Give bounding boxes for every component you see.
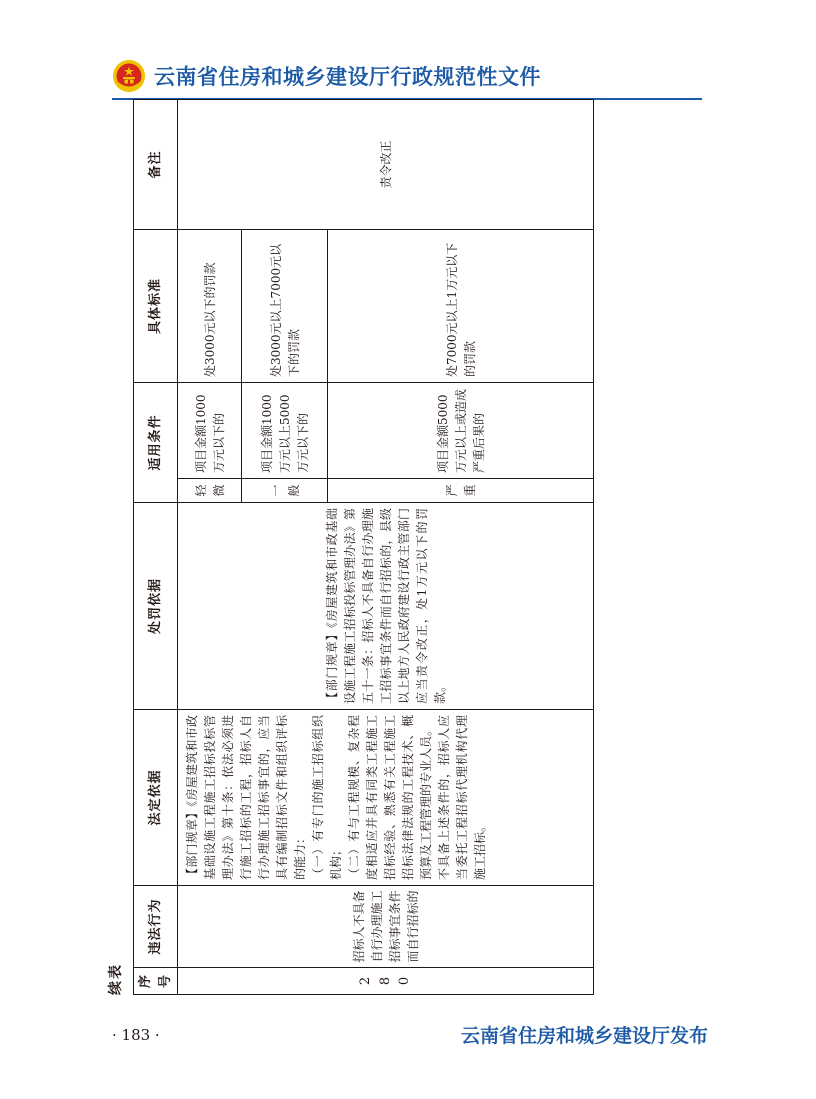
header-violation: 违法行为 — [134, 886, 178, 968]
cell-degree: 严重 — [328, 479, 594, 503]
document-header — [112, 58, 541, 94]
penalty-standard-table — [133, 99, 594, 995]
cell-penalty-basis: 【部门规章】《房屋建筑和市政基础设施工程施工招标投标管理办法》第五十一条：招标人不具备自行办理施工招标事宜条件而自行招标的，县级以上地方人民政府建设行政主管部门应当责令改正，处1万元以下的罚款。 — [178, 503, 594, 710]
header-penalty-basis: 处罚依据 — [134, 503, 178, 710]
legal-basis-paragraph: 【部门规章】《房屋建筑和市政基础设施工程施工招标投标管理办法》第十条：依法必须进行施工招标的工程，招标人自行办理施工招标事宜的，应当具有编制招标文件和组织评标的能力： — [185, 715, 307, 880]
landscape-page — [108, 100, 594, 995]
continued-label: 续表 — [108, 963, 124, 995]
header-seq: 序号 — [134, 968, 178, 995]
legal-basis-paragraph: （一）有专门的施工招标组织机构； — [311, 715, 343, 880]
cell-legal-basis — [178, 710, 594, 886]
header-remark: 备注 — [134, 99, 178, 229]
cell-condition: 项目金额1000万元以下的 — [178, 382, 242, 478]
table-header-row — [134, 99, 178, 994]
header-legal-basis: 法定依据 — [134, 710, 178, 886]
header-standard: 具体标准 — [134, 229, 178, 382]
header-title: 云南省住房和城乡建设厅行政规范性文件 — [154, 65, 541, 89]
header-condition: 适用条件 — [134, 382, 178, 502]
cell-condition: 项目金额5000万元以上或造成严重后果的 — [328, 382, 594, 478]
publisher-footer: 云南省住房和城乡建设厅发布 — [460, 1025, 708, 1047]
page-number: · 183 · — [112, 1026, 160, 1044]
cell-standard: 处7000元以上1万元以下的罚款 — [328, 229, 594, 382]
cell-standard: 处3000元以下的罚款 — [178, 229, 242, 382]
national-emblem-icon — [112, 59, 146, 93]
cell-violation: 招标人不具备自行办理施工招标事宜条件而自行招标的 — [178, 886, 594, 968]
rotated-table-area — [108, 100, 594, 995]
cell-condition: 项目金额1000万元以上5000万元以下的 — [242, 382, 328, 478]
legal-basis-paragraph: （二）有与工程规模、复杂程度相适应并具有同类工程施工招标经验、熟悉有关工程施工招标法律法规的工程技术、概预算及工程管理的专业人员。 — [347, 715, 433, 880]
cell-standard: 处3000元以上7000元以下的罚款 — [242, 229, 328, 382]
cell-degree: 一般 — [242, 479, 328, 503]
cell-seq: 280 — [178, 968, 594, 995]
table-row — [178, 99, 242, 994]
legal-basis-paragraph: 不具备上述条件的，招标人应当委托工程招标代理机构代理施工招标。 — [437, 715, 487, 880]
cell-degree: 轻微 — [178, 479, 242, 503]
cell-remark: 责令改正 — [178, 99, 594, 229]
